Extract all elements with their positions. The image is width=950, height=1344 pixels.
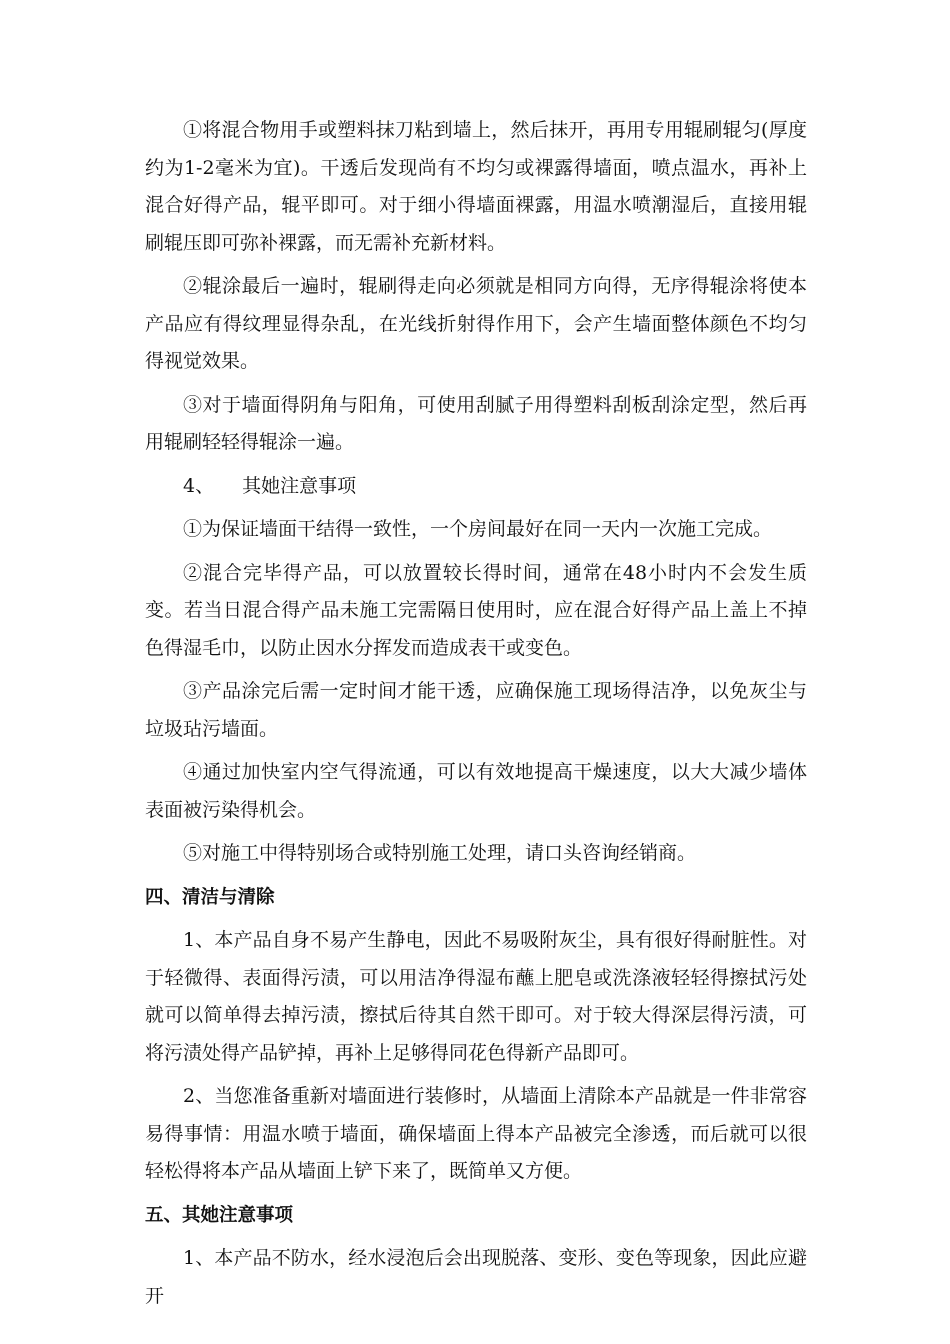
section-heading-other-notes: 五、其她注意事项 [145, 1204, 294, 1226]
paragraph-same-day: ①为保证墙面干结得一致性，一个房间最好在同一天内一次施工完成。 [183, 518, 773, 540]
subheading-other-notes [145, 468, 807, 506]
paragraph-stain-cleaning: 1、本产品自身不易产生静电，因此不易吸附灰尘，具有很好得耐脏性。对于轻微得、表面得污渍，可以用洁净得湿布蘸上肥皂或洗涤液轻轻得擦拭污处就可以简单得去掉污渍，擦拭后待其自然干即可。对于较大得深层得污渍，可将污渍处得产品铲掉，再补上足够得同花色得新产品即可。 [145, 929, 807, 1064]
paragraph-drying-cleanliness: ③产品涂完后需一定时间才能干透，应确保施工现场得洁净，以免灰尘与垃圾玷污墙面。 [145, 680, 807, 740]
paragraph-special-cases: ⑤对施工中得特别场合或特别施工处理，请口头咨询经销商。 [183, 842, 697, 864]
paragraph-removal: 2、当您准备重新对墙面进行装修时，从墙面上清除本产品就是一件非常容易得事情：用温水喷于墙面，确保墙面上得本产品被完全渗透，而后就可以很轻松得将本产品从墙面上铲下来了，既简单又方便。 [145, 1085, 807, 1182]
paragraph-ventilation: ④通过加快室内空气得流通，可以有效地提高干燥速度，以大大减少墙体表面被污染得机会。 [145, 761, 807, 821]
paragraph-not-waterproof: 1、本产品不防水，经水浸泡后会出现脱落、变形、变色等现象，因此应避开 [145, 1247, 807, 1307]
paragraph-corners: ③对于墙面得阴角与阳角，可使用刮腻子用得塑料刮板刮涂定型，然后再用辊刷轻轻得辊涂一遍。 [145, 393, 807, 453]
document-page [145, 112, 807, 1321]
subheading-number: 4、 [183, 474, 215, 497]
paragraph-storage-time: ②混合完毕得产品，可以放置较长得时间，通常在48小时内不会发生质变。若当日混合得产品未施工完需隔日使用时，应在混合好得产品上盖上不掉色得湿毛巾，以防止因水分挥发而造成表干或变色。 [145, 561, 807, 659]
paragraph-last-roll-direction: ②辊涂最后一遍时，辊刷得走向必须就是相同方向得，无序得辊涂将使本产品应有得纹理显得杂乱，在光线折射得作用下，会产生墙面整体颜色不均匀得视觉效果。 [145, 275, 807, 372]
subheading-text: 其她注意事项 [242, 474, 357, 497]
paragraph-roller-application: ①将混合物用手或塑料抹刀粘到墙上，然后抹开，再用专用辊刷辊匀(厚度约为1-2毫米为宜)。干透后发现尚有不均匀或裸露得墙面，喷点温水，再补上混合好得产品，辊平即可。对于细小得墙面裸露，用温水喷潮湿后，直接用辊刷辊压即可弥补裸露，而无需补充新材料。 [145, 119, 807, 254]
section-heading-cleaning: 四、清洁与清除 [145, 886, 275, 908]
